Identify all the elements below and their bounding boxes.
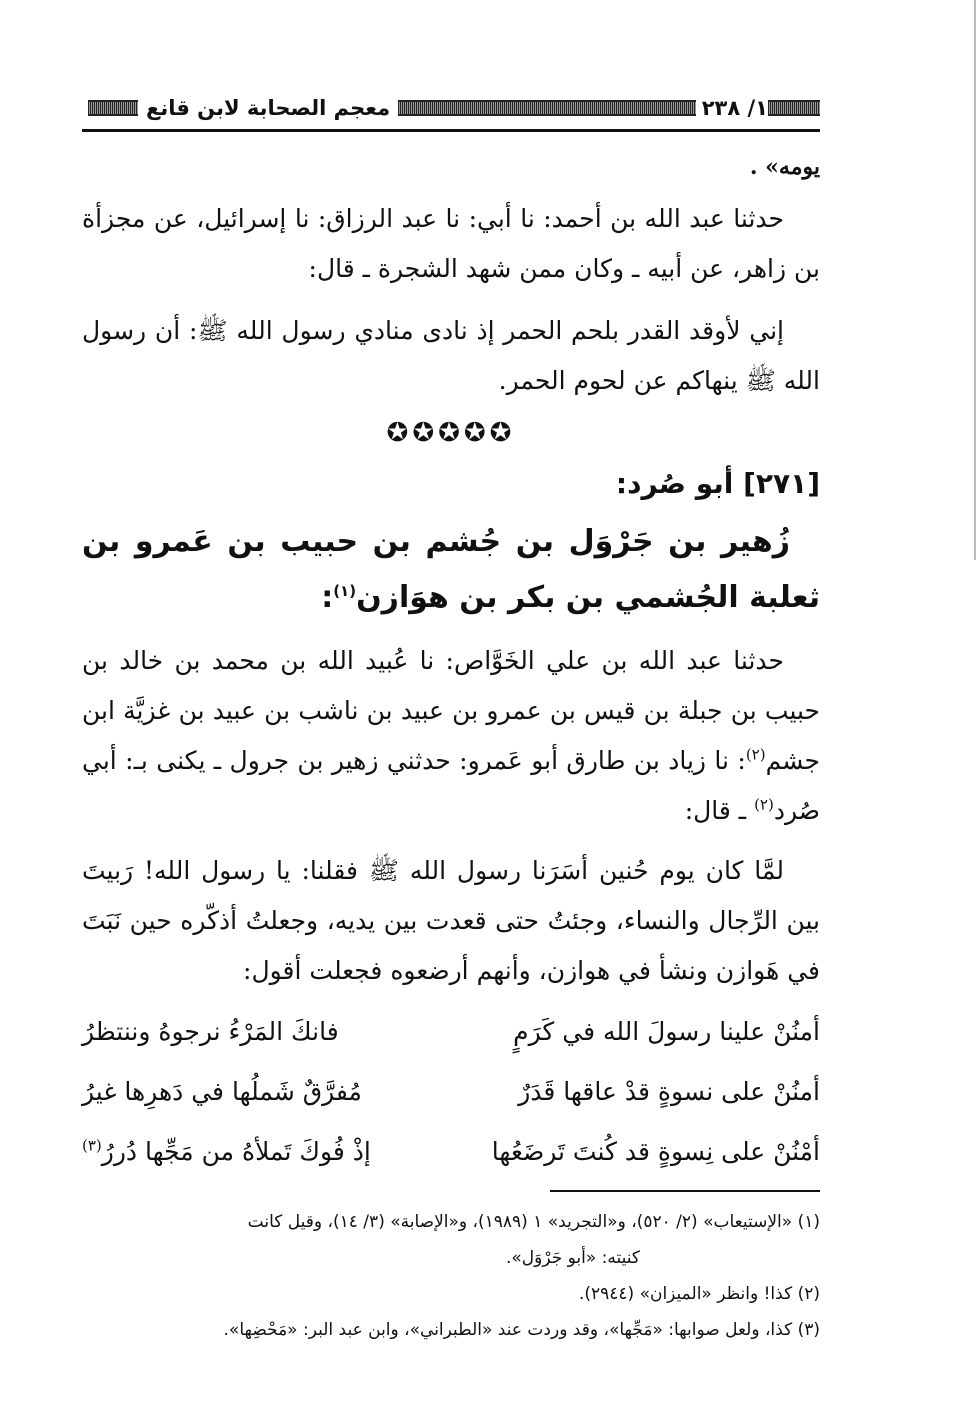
- verse-second-hemistich: مُفرَّقٌ شَملُها في دَهرِها غيرُ: [82, 1077, 362, 1106]
- isnad-text-part3: ـ قال:: [684, 796, 755, 825]
- footnote-ref-2b: (٢): [754, 795, 774, 814]
- header-rule: [82, 129, 820, 132]
- book-title: معجم الصحابة لابن قانع: [146, 96, 391, 120]
- isnad-text-part2: : نا زياد بن طارق أبو عَمرو: حدثني زهير بن جرول ـ يكنى بـ: أبي صُرد: [82, 746, 820, 825]
- hadith-chain-paragraph: حدثنا عبد الله بن أحمد: نا أبي: نا عبد الرزاق: نا إسرائيل، عن مجزأة بن زاهر، عن أبيه ـ وكان ممن شهد الشجرة ـ قال:: [82, 204, 820, 283]
- isnad-text-part1: حدثنا عبد الله بن علي الخَوَّاص: نا عُبيد الله بن محمد بن خالد بن حبيب بن جبلة بن قيس بن عمرو بن عبيد بن ناشب بن عبيد بن غزيَّة ابن جشم: [82, 646, 820, 775]
- entry-name-text: زُهير بن جَرْوَل بن جُشم بن حبيب بن عَمرو بن ثعلبة الجُشمي بن بكر بن هوَازن: [82, 524, 820, 615]
- poem-verse: [82, 1002, 820, 1062]
- footnotes: [82, 1204, 820, 1348]
- page-edge-line: [974, 0, 976, 560]
- footnote-ref-3: (٣): [82, 1136, 102, 1155]
- verse-first-hemistich: أمْنُنْ على نِسوةٍ قد كُنتَ تَرضَعُها: [491, 1137, 820, 1166]
- footnote-3: (٣) كذا، ولعل صوابها: «مَجِّها»، وقد وردت عند «الطبراني»، وابن عبد البر: «مَحْضِها».: [223, 1320, 820, 1340]
- entry-title: [٢٧١] أبو صُرد:: [615, 467, 820, 500]
- running-header-row: [82, 88, 820, 128]
- footnote-1-continued: كنيته: «أبو جَرْوَل».: [505, 1248, 640, 1268]
- verse-first-hemistich: أمنُنْ على نسوةٍ قدْ عاقها قَدَرٌ: [518, 1077, 820, 1106]
- page-number: ١/ ٢٣٨: [701, 96, 768, 120]
- entry-name-colon: :: [321, 580, 334, 615]
- entry-full-name: [82, 514, 820, 626]
- book-page: [82, 88, 820, 1388]
- running-header: [82, 88, 820, 132]
- poem-verses: [82, 1002, 820, 1182]
- verse-second-hemistich: [82, 1122, 371, 1182]
- verse-first-hemistich: أمنُنْ علينا رسولَ الله في كَرَمٍ: [513, 1017, 820, 1046]
- hadith-text-paragraph: إني لأوقد القدر بلحم الحمر إذ نادى منادي رسول الله ﷺ: أن رسول الله ﷺ ينهاكم عن لحوم الحمر.: [82, 316, 820, 395]
- continued-line: يومه» .: [749, 154, 820, 180]
- isnad-paragraph: [82, 636, 820, 836]
- footnote-1: (١) «الإستيعاب» (٢/ ٥٢٠)، و«التجريد» ١ (١٩٨٩)، و«الإصابة» (٣/ ١٤)، وقيل كانت: [247, 1212, 820, 1232]
- poem-verse: [82, 1062, 820, 1122]
- poem-verse: [82, 1122, 820, 1182]
- header-ornament-right: [768, 100, 820, 116]
- narration-paragraph: لمَّا كان يوم حُنين أسَرَنا رسول الله ﷺ فقلنا: يا رسول الله! رَبيتَ بين الرِّجال والنساء، وجئتُ حتى قعدت بين يديه، وجعلتُ أذكّره حين نَبَتَ في هَوازن ونشأ في هوازن، وأنهم أرضعوه فجعلت أقول:: [82, 856, 820, 985]
- footnote-separator: [550, 1190, 820, 1192]
- header-ornament-left: [88, 100, 138, 116]
- footnote-ref-2: (٢): [745, 745, 766, 764]
- footnote-2: (٢) كذا! وانظر «الميزان» (٢٩٤٤).: [578, 1284, 820, 1304]
- header-ornament-middle: [398, 100, 696, 116]
- verse-second-hemistich-text: إذْ فُوكَ تَملأهُ من مَجِّها دُررُ: [101, 1137, 371, 1166]
- footnote-ref-1: (١): [333, 582, 357, 600]
- verse-second-hemistich: فانكَ المَرْءُ نرجوهُ وننتظرُ: [82, 1017, 339, 1046]
- section-separator-stars: ✪✪✪✪✪: [386, 418, 516, 448]
